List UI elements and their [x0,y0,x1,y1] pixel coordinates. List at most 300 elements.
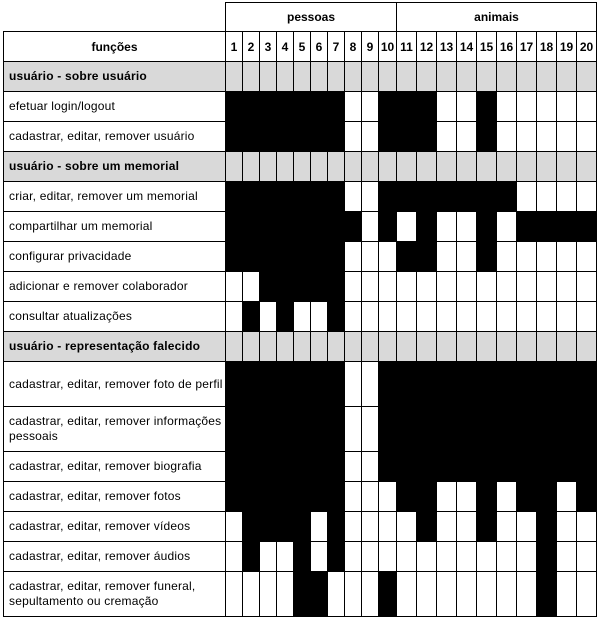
cell-unsupported [362,302,379,332]
function-row [4,512,597,542]
cell-supported [397,92,417,122]
section-cell [294,332,311,362]
section-cell [277,152,294,182]
section-cell [277,332,294,362]
cell-unsupported [457,512,477,542]
section-cell [345,332,362,362]
cell-supported [260,272,277,302]
cell-supported [397,407,417,452]
section-cell [362,62,379,92]
cell-supported [277,482,294,512]
section-cell [397,62,417,92]
cell-supported [477,512,497,542]
cell-supported [379,122,397,152]
function-label: cadastrar, editar, remover biografia [4,452,226,482]
cell-supported [417,92,437,122]
cell-unsupported [362,452,379,482]
cell-supported [517,452,537,482]
cell-unsupported [517,542,537,572]
cell-unsupported [226,572,243,617]
cell-unsupported [379,482,397,512]
cell-supported [379,407,397,452]
cell-unsupported [362,182,379,212]
cell-unsupported [517,182,537,212]
cell-unsupported [537,242,557,272]
cell-supported [577,362,597,407]
cell-unsupported [457,482,477,512]
cell-supported [379,182,397,212]
cell-unsupported [517,122,537,152]
cell-unsupported [557,242,577,272]
cell-unsupported [517,572,537,617]
cell-supported [277,512,294,542]
cell-supported [311,452,328,482]
cell-unsupported [362,482,379,512]
functions-header: funções [4,32,226,62]
cell-supported [477,122,497,152]
cell-supported [397,182,417,212]
cell-unsupported [362,362,379,407]
function-label: efetuar login/logout [4,92,226,122]
cell-unsupported [557,272,577,302]
cell-supported [397,362,417,407]
column-header-14: 14 [457,32,477,62]
cell-unsupported [260,542,277,572]
cell-unsupported [457,242,477,272]
cell-unsupported [226,512,243,542]
function-label: cadastrar, editar, remover áudios [4,542,226,572]
cell-supported [311,92,328,122]
cell-unsupported [311,302,328,332]
cell-supported [457,452,477,482]
cell-unsupported [537,302,557,332]
cell-supported [260,452,277,482]
section-header-row [4,152,597,182]
cell-unsupported [577,92,597,122]
cell-unsupported [362,92,379,122]
section-cell [397,332,417,362]
cell-supported [328,512,345,542]
section-cell [260,152,277,182]
cell-supported [537,542,557,572]
cell-supported [397,452,417,482]
cell-supported [311,407,328,452]
cell-supported [497,182,517,212]
cell-supported [260,482,277,512]
cell-unsupported [577,572,597,617]
cell-supported [379,362,397,407]
function-row [4,92,597,122]
feature-matrix [3,2,597,617]
cell-supported [260,212,277,242]
cell-unsupported [417,572,437,617]
function-row [4,452,597,482]
cell-supported [437,362,457,407]
cell-supported [277,242,294,272]
cell-supported [277,272,294,302]
cell-supported [457,362,477,407]
cell-supported [277,302,294,332]
function-label: cadastrar, editar, remover vídeos [4,512,226,542]
function-label: consultar atualizações [4,302,226,332]
cell-supported [537,482,557,512]
cell-unsupported [557,92,577,122]
section-cell [517,152,537,182]
group-people-header: pessoas [226,3,397,32]
cell-unsupported [362,122,379,152]
cell-unsupported [362,407,379,452]
cell-unsupported [557,542,577,572]
cell-supported [477,242,497,272]
cell-supported [437,407,457,452]
cell-unsupported [362,272,379,302]
cell-supported [243,482,260,512]
cell-unsupported [379,242,397,272]
cell-unsupported [577,182,597,212]
cell-unsupported [477,272,497,302]
cell-supported [277,182,294,212]
cell-supported [345,212,362,242]
cell-supported [577,407,597,452]
column-header-10: 10 [379,32,397,62]
cell-unsupported [260,302,277,332]
cell-unsupported [557,572,577,617]
cell-supported [417,212,437,242]
cell-supported [226,242,243,272]
section-cell [328,332,345,362]
cell-supported [328,182,345,212]
cell-supported [557,362,577,407]
section-cell [457,152,477,182]
cell-unsupported [477,302,497,332]
header-corner [4,3,226,32]
cell-unsupported [226,302,243,332]
section-label: usuário - sobre um memorial [4,152,226,182]
cell-supported [417,242,437,272]
cell-unsupported [577,302,597,332]
column-header-19: 19 [557,32,577,62]
section-label: usuário - representação falecido [4,332,226,362]
cell-unsupported [537,122,557,152]
cell-unsupported [557,122,577,152]
section-cell [417,152,437,182]
cell-supported [457,407,477,452]
cell-supported [277,212,294,242]
cell-supported [379,212,397,242]
function-label: cadastrar, editar, remover usuário [4,122,226,152]
function-label: cadastrar, editar, remover fotos [4,482,226,512]
function-row [4,362,597,407]
cell-unsupported [497,572,517,617]
cell-unsupported [437,242,457,272]
cell-unsupported [577,512,597,542]
section-cell [457,332,477,362]
column-header-20: 20 [577,32,597,62]
cell-supported [277,407,294,452]
cell-supported [537,512,557,542]
cell-unsupported [417,272,437,302]
function-label: cadastrar, editar, remover informações pessoais [4,407,226,452]
function-label: adicionar e remover colaborador [4,272,226,302]
cell-supported [294,182,311,212]
group-header-row [4,3,597,32]
column-header-12: 12 [417,32,437,62]
cell-unsupported [477,542,497,572]
column-header-8: 8 [345,32,362,62]
section-cell [577,332,597,362]
section-cell [243,62,260,92]
feature-matrix-table [3,2,597,617]
cell-supported [577,452,597,482]
section-cell [397,152,417,182]
cell-unsupported [362,512,379,542]
section-cell [457,62,477,92]
cell-supported [226,362,243,407]
cell-unsupported [497,272,517,302]
cell-unsupported [437,572,457,617]
cell-supported [417,182,437,212]
cell-supported [294,542,311,572]
section-cell [537,332,557,362]
function-row [4,182,597,212]
cell-supported [328,482,345,512]
cell-unsupported [437,482,457,512]
section-cell [379,152,397,182]
cell-supported [328,212,345,242]
cell-unsupported [226,542,243,572]
cell-supported [277,452,294,482]
cell-supported [537,212,557,242]
cell-supported [457,182,477,212]
matrix-body [4,62,597,617]
cell-unsupported [517,512,537,542]
cell-supported [243,122,260,152]
section-cell [417,62,437,92]
cell-supported [294,452,311,482]
cell-supported [537,452,557,482]
section-cell [497,152,517,182]
section-cell [226,62,243,92]
cell-unsupported [437,92,457,122]
cell-unsupported [497,302,517,332]
cell-supported [537,572,557,617]
section-cell [294,62,311,92]
cell-supported [497,452,517,482]
cell-supported [294,482,311,512]
cell-unsupported [345,242,362,272]
cell-supported [557,407,577,452]
column-header-17: 17 [517,32,537,62]
function-row [4,272,597,302]
cell-unsupported [517,272,537,302]
cell-supported [311,122,328,152]
cell-unsupported [437,542,457,572]
cell-supported [328,242,345,272]
cell-supported [517,482,537,512]
cell-supported [311,212,328,242]
cell-unsupported [397,542,417,572]
cell-supported [477,452,497,482]
column-header-15: 15 [477,32,497,62]
column-header-18: 18 [537,32,557,62]
cell-supported [294,242,311,272]
cell-supported [243,182,260,212]
cell-unsupported [260,572,277,617]
section-cell [362,152,379,182]
cell-unsupported [497,242,517,272]
cell-unsupported [577,242,597,272]
cell-supported [477,362,497,407]
function-row [4,482,597,512]
section-cell [577,152,597,182]
cell-unsupported [497,482,517,512]
column-header-1: 1 [226,32,243,62]
cell-unsupported [397,512,417,542]
section-cell [379,62,397,92]
cell-unsupported [537,92,557,122]
section-cell [226,152,243,182]
cell-supported [260,362,277,407]
section-cell [362,332,379,362]
cell-unsupported [379,302,397,332]
function-row [4,407,597,452]
function-label: configurar privacidade [4,242,226,272]
section-cell [243,332,260,362]
section-cell [417,332,437,362]
section-cell [517,62,537,92]
section-cell [345,62,362,92]
section-cell [517,332,537,362]
column-header-7: 7 [328,32,345,62]
cell-unsupported [437,272,457,302]
cell-supported [243,542,260,572]
cell-supported [328,542,345,572]
cell-unsupported [497,92,517,122]
cell-supported [260,242,277,272]
column-header-9: 9 [362,32,379,62]
function-label: compartilhar um memorial [4,212,226,242]
cell-supported [417,452,437,482]
cell-supported [328,302,345,332]
cell-unsupported [379,272,397,302]
function-row [4,302,597,332]
section-cell [537,152,557,182]
section-cell [477,332,497,362]
cell-unsupported [557,182,577,212]
cell-supported [311,242,328,272]
section-header-row [4,62,597,92]
cell-supported [260,122,277,152]
cell-supported [557,212,577,242]
cell-supported [226,122,243,152]
cell-unsupported [311,512,328,542]
cell-unsupported [294,302,311,332]
cell-unsupported [457,272,477,302]
cell-supported [397,122,417,152]
cell-supported [328,272,345,302]
section-cell [437,332,457,362]
cell-unsupported [497,542,517,572]
cell-supported [294,92,311,122]
section-cell [260,62,277,92]
cell-unsupported [497,512,517,542]
cell-unsupported [457,572,477,617]
cell-unsupported [362,242,379,272]
cell-unsupported [457,542,477,572]
cell-supported [311,272,328,302]
cell-supported [226,452,243,482]
cell-supported [277,362,294,407]
section-cell [226,332,243,362]
section-cell [345,152,362,182]
cell-unsupported [345,482,362,512]
cell-unsupported [243,572,260,617]
cell-supported [260,92,277,122]
cell-unsupported [437,302,457,332]
cell-supported [243,407,260,452]
cell-unsupported [397,272,417,302]
column-header-16: 16 [497,32,517,62]
cell-supported [417,362,437,407]
cell-supported [294,272,311,302]
cell-unsupported [577,542,597,572]
cell-unsupported [345,512,362,542]
cell-supported [243,92,260,122]
section-cell [379,332,397,362]
cell-unsupported [345,182,362,212]
section-cell [437,152,457,182]
cell-supported [417,122,437,152]
cell-unsupported [457,92,477,122]
cell-unsupported [557,512,577,542]
cell-unsupported [437,122,457,152]
cell-unsupported [517,92,537,122]
cell-supported [311,362,328,407]
cell-unsupported [457,302,477,332]
cell-supported [277,92,294,122]
group-animals-header: animais [397,3,597,32]
cell-supported [517,212,537,242]
cell-unsupported [417,302,437,332]
column-header-5: 5 [294,32,311,62]
cell-supported [477,212,497,242]
section-header-row [4,332,597,362]
cell-supported [294,212,311,242]
cell-unsupported [437,512,457,542]
cell-unsupported [277,572,294,617]
section-cell [260,332,277,362]
cell-supported [397,242,417,272]
cell-supported [311,572,328,617]
cell-supported [294,362,311,407]
cell-supported [417,407,437,452]
cell-supported [477,482,497,512]
cell-unsupported [417,542,437,572]
cell-supported [226,92,243,122]
cell-unsupported [362,572,379,617]
cell-supported [294,572,311,617]
cell-supported [226,182,243,212]
cell-unsupported [345,542,362,572]
cell-supported [477,407,497,452]
cell-unsupported [397,212,417,242]
cell-unsupported [457,122,477,152]
column-header-11: 11 [397,32,417,62]
section-cell [477,152,497,182]
cell-supported [328,122,345,152]
section-cell [557,332,577,362]
cell-supported [417,512,437,542]
